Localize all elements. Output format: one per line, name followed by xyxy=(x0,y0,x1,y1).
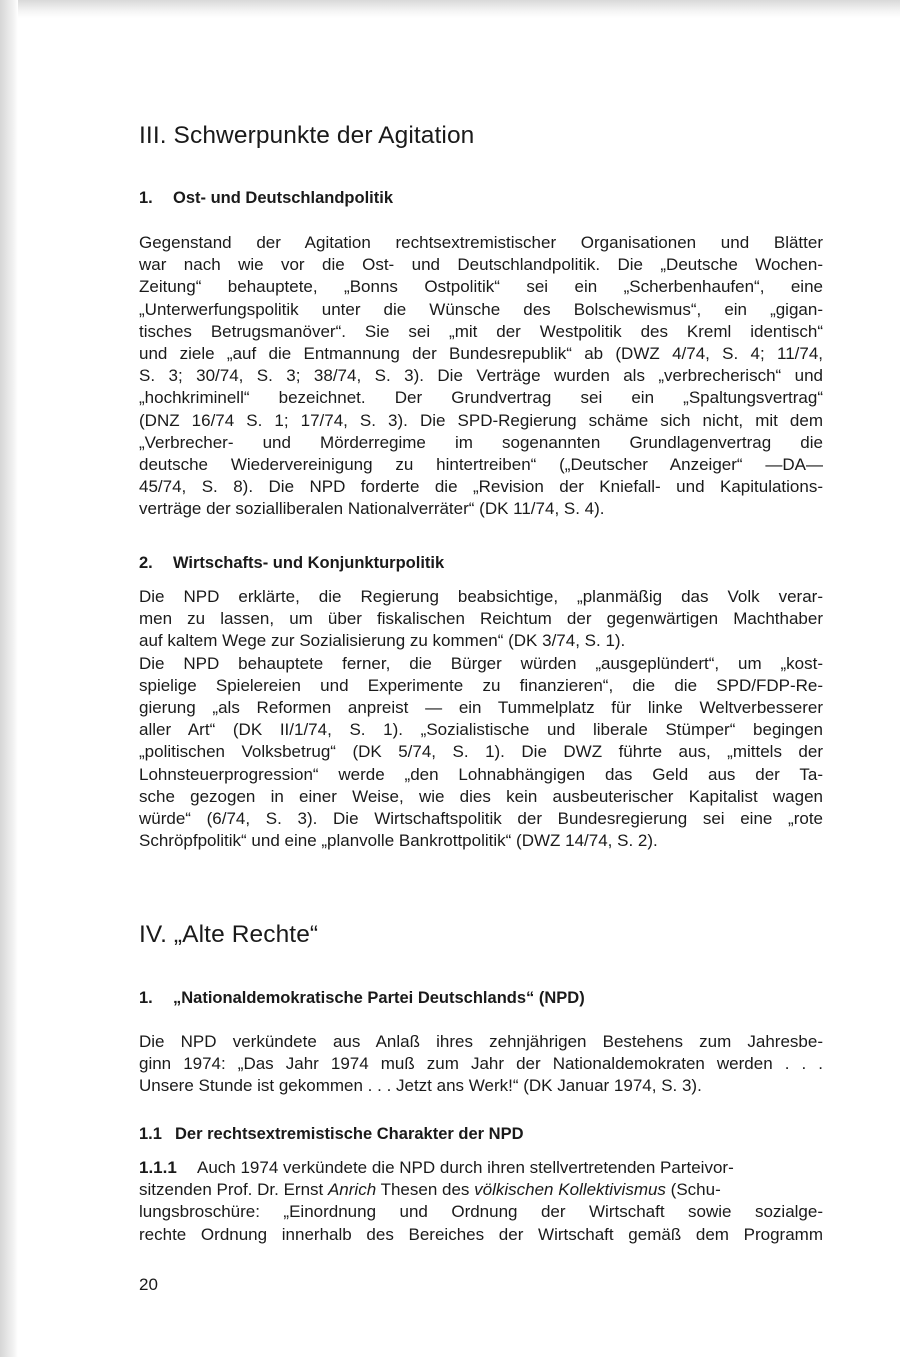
heading-number: 1. xyxy=(139,189,153,207)
section-iv-heading: IV. „Alte Rechte“ xyxy=(139,921,319,948)
paragraph-ost-deutschlandpolitik xyxy=(139,232,823,520)
paragraph-rechtsextremistischer-charakter xyxy=(139,1157,823,1246)
emphasis-term: völkischen Kollektivismus xyxy=(474,1180,666,1200)
emphasis-name: Anrich xyxy=(327,1180,377,1200)
text-line: S. 3; 30/74, S. 3; 38/74, S. 3). Die Verträge wurden als „verbrecherisch“ und xyxy=(139,366,823,386)
text-line: (DNZ 16/74 S. 1; 17/74, S. 3). Die SPD-Regierung schäme sich nicht, mit dem xyxy=(139,410,823,430)
section-iv-1-1-heading xyxy=(139,1125,524,1144)
text-line: verträge der sozialliberalen Nationalverräter“ (DK 11/74, S. 4). xyxy=(139,499,605,519)
heading-title: Der rechtsextremistische Charakter der NPD xyxy=(175,1125,524,1143)
text-line: würde“ (6/74, S. 3). Die Wirtschaftspolitik der Bundesregierung sei eine „rote xyxy=(139,808,823,828)
section-iii-1-heading xyxy=(139,189,393,208)
text-line xyxy=(139,1157,823,1179)
paragraph-npd-jubilaeum xyxy=(139,1031,823,1098)
text-line: Die NPD erklärte, die Regierung beabsichtige, „planmäßig das Volk verar- xyxy=(139,587,823,606)
scan-left-edge xyxy=(0,0,18,1357)
heading-title: „Nationaldemokratische Partei Deutschlands“ (NPD) xyxy=(173,989,585,1007)
text-line: rechte Ordnung innerhalb des Bereiches der Wirtschaft gemäß dem Programm xyxy=(139,1224,823,1244)
section-iii-2-heading xyxy=(139,554,444,573)
text-line: Zeitung“ behauptete, „Bonns Ostpolitik“ sei ein „Scherbenhaufen“, eine xyxy=(139,277,823,297)
text-line: war nach wie vor die Ost- und Deutschlandpolitik. Die „Deutsche Wochen- xyxy=(139,255,823,275)
text-line: Unsere Stunde ist gekommen . . . Jetzt ans Werk!“ (DK Januar 1974, S. 3). xyxy=(139,1076,702,1096)
text-line: auf kaltem Wege zur Sozialisierung zu kommen“ (DK 3/74, S. 1). xyxy=(139,631,626,651)
text-line: Lohnsteuerprogression“ werde „den Lohnabhängigen das Geld aus der Ta- xyxy=(139,764,823,784)
text-line: „politischen Volksbetrug“ (DK 5/74, S. 1). Die DWZ führte aus, „mittels der xyxy=(139,742,823,762)
text-segment: Auch 1974 verkündete die NPD durch ihren stellvertretenden Parteivor- xyxy=(197,1158,734,1177)
paragraph-wirtschaftspolitik xyxy=(139,586,823,852)
text-line: men zu lassen, um über fiskalischen Reichtum der gegenwärtigen Machthaber xyxy=(139,609,823,629)
text-line: Gegenstand der Agitation rechtsextremistischer Organisationen und Blätter xyxy=(139,233,823,252)
paragraph-number: 1.1.1 xyxy=(139,1158,177,1177)
text-line: „Unterwerfungspolitik unter die Wünsche des Bolschewismus“, ein „gigan- xyxy=(139,299,823,319)
text-segment: Thesen des xyxy=(376,1180,475,1200)
text-line: deutsche Wiedervereinigung zu hintertreiben“ („Deutscher Anzeiger“ —DA— xyxy=(139,454,823,474)
heading-number: 1.1 xyxy=(139,1125,162,1143)
heading-title: Wirtschafts- und Konjunkturpolitik xyxy=(173,554,445,572)
text-line: und ziele „auf die Entmannung der Bundesrepublik“ ab (DWZ 4/74, S. 4; 11/74, xyxy=(139,343,823,363)
heading-number: 2. xyxy=(139,554,153,572)
text-line: „Verbrecher- und Mörderregime im sogenannten Grundlagenvertrag die xyxy=(139,432,823,452)
text-line xyxy=(139,1179,823,1201)
section-iii-heading: III. Schwerpunkte der Agitation xyxy=(139,122,475,149)
text-line: aller Art“ (DK II/1/74, S. 1). „Sozialistische und liberale Stümper“ begingen xyxy=(139,720,823,740)
text-line: 45/74, S. 8). Die NPD forderte die „Revision der Kniefall- und Kapitulations- xyxy=(139,477,823,497)
text-segment: (Schu- xyxy=(665,1180,721,1200)
text-line: Schröpfpolitik“ und eine „planvolle Bankrottpolitik“ (DWZ 14/74, S. 2). xyxy=(139,831,658,851)
section-iv-1-heading xyxy=(139,989,585,1008)
text-line: lungsbroschüre: „Einordnung und Ordnung der Wirtschaft sowie sozialge- xyxy=(139,1202,823,1222)
text-line: spielige Spielereien und Experimente zu finanzieren“, die die SPD/FDP-Re- xyxy=(139,675,823,695)
scan-top-edge xyxy=(0,0,900,18)
text-line: sche gezogen in einer Weise, wie dies kein ausbeuterischer Kapitalist wagen xyxy=(139,786,823,806)
text-line: „hochkriminell“ bezeichnet. Der Grundvertrag sei ein „Spaltungsvertrag“ xyxy=(139,388,823,408)
heading-number: 1. xyxy=(139,989,153,1007)
heading-title: Ost- und Deutschlandpolitik xyxy=(173,189,394,207)
page-number: 20 xyxy=(139,1275,158,1294)
text-line: Die NPD verkündete aus Anlaß ihres zehnjährigen Bestehens zum Jahresbe- xyxy=(139,1032,823,1051)
text-line: ginn 1974: „Das Jahr 1974 muß zum Jahr der Nationaldemokraten werden . . . xyxy=(139,1054,823,1074)
text-line: gierung „als Reformen anpreist — ein Tummelplatz für linke Weltverbesserer xyxy=(139,697,823,717)
text-segment: sitzenden Prof. Dr. Ernst xyxy=(139,1180,328,1200)
text-line: tisches Betrugsmanöver“. Sie sei „mit der Westpolitik des Kreml identisch“ xyxy=(139,321,823,341)
text-line: Die NPD behauptete ferner, die Bürger würden „ausgeplündert“, um „kost- xyxy=(139,653,823,673)
